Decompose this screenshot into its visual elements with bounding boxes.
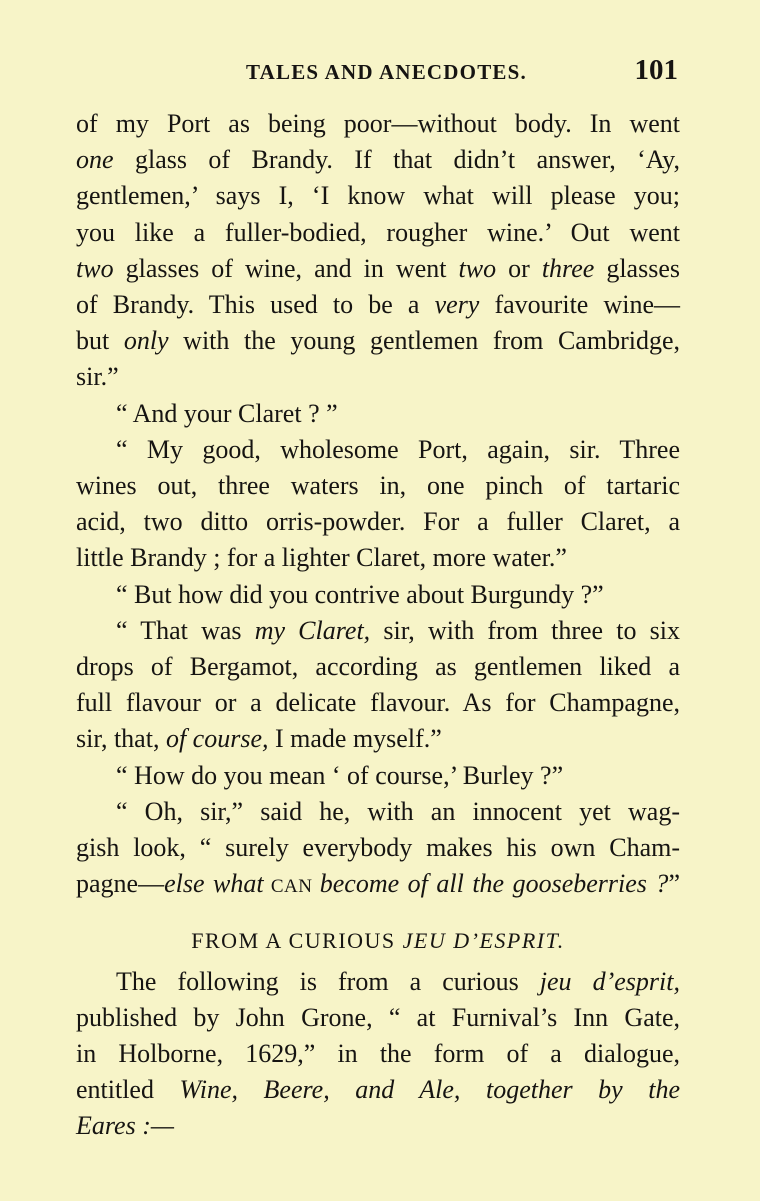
text-run: pagne—	[76, 869, 165, 899]
text-run: ”	[668, 869, 680, 899]
text-line	[76, 649, 680, 685]
italic-run: else what	[164, 869, 264, 899]
text-run: gentlemen,’ says I, ‘I know what will please you;	[76, 181, 680, 211]
heading-italic-run: JEU D’ESPRIT.	[402, 928, 565, 954]
italic-run: very	[434, 290, 480, 320]
text-run: “ Oh, sir,” said he, with an innocent yet wag-	[116, 796, 680, 826]
text-line	[76, 106, 680, 142]
text-line	[76, 758, 680, 794]
text-line	[76, 1072, 680, 1108]
text-line	[76, 540, 680, 576]
text-run: sir.”	[76, 362, 119, 392]
text-run: glasses of wine, and in went	[113, 253, 459, 283]
text-line	[76, 721, 680, 757]
italic-run: Eares :—	[76, 1111, 174, 1141]
text-line	[76, 866, 680, 905]
text-run: entitled	[76, 1075, 180, 1105]
text-run: drops of Bergamot, according as gentlemen liked a	[76, 652, 680, 682]
italic-run: one	[76, 145, 114, 175]
italic-run: only	[123, 326, 169, 356]
text-run: published by John Grone, “ at Furnival’s Inn Gate,	[76, 1002, 680, 1032]
text-line	[76, 1036, 680, 1072]
text-run: with the young gentlemen from Cambridge,	[168, 326, 680, 356]
small-caps-run: CAN	[263, 876, 320, 898]
text-line	[76, 251, 680, 287]
text-run: in Holborne, 1629,” in the form of a dialogue,	[76, 1039, 680, 1069]
running-head	[76, 54, 678, 88]
text-line	[76, 685, 680, 721]
text-line	[76, 287, 680, 323]
text-line	[76, 1000, 680, 1036]
text-run: but	[76, 326, 124, 356]
text-run: “ That was	[116, 615, 255, 645]
text-line	[76, 178, 680, 214]
text-line	[76, 142, 680, 178]
text-run: you like a fuller-bodied, rougher wine.’ Out went	[76, 217, 680, 247]
text-run: of Brandy. This used to be a	[76, 290, 435, 320]
text-line	[76, 359, 680, 395]
text-run: glass of Brandy. If that didn’t answer, ‘Ay,	[113, 145, 680, 175]
text-line	[76, 504, 680, 540]
running-title: TALES AND ANECDOTES.	[246, 60, 527, 84]
body-text	[76, 106, 680, 1145]
text-line	[76, 1108, 680, 1144]
text-run: favourite wine—	[479, 290, 680, 320]
text-line	[76, 215, 680, 251]
text-line	[76, 432, 680, 468]
text-run: “ But how did you contrive about Burgundy ?”	[116, 579, 604, 609]
text-run: little Brandy ; for a lighter Claret, more water.”	[76, 543, 567, 573]
text-line	[76, 323, 680, 359]
text-run: The following is from a curious	[116, 966, 540, 996]
text-line	[76, 964, 680, 1000]
page-number: 101	[634, 54, 678, 86]
text-run: wines out, three waters in, one pinch of tartaric	[76, 471, 680, 501]
italic-run: jeu d’esprit,	[539, 966, 680, 996]
heading-run: FROM A CURIOUS	[191, 928, 403, 954]
italic-run: of course,	[165, 724, 269, 754]
italic-run: Wine, Beere, and Ale, together by the	[179, 1075, 680, 1105]
text-run: or	[496, 253, 542, 283]
text-run: full flavour or a delicate flavour. As for Champagne,	[76, 688, 680, 718]
text-run: I made myself.”	[268, 724, 442, 754]
text-line	[76, 468, 680, 504]
text-line	[76, 613, 680, 649]
text-run: “ How do you mean ‘ of course,’ Burley ?”	[116, 760, 564, 790]
text-line	[76, 396, 680, 432]
text-run: of my Port as being poor—without body. In went	[76, 109, 680, 138]
italic-run: two	[458, 253, 497, 283]
italic-run: my Claret,	[254, 615, 371, 645]
text-run: “ My good, wholesome Port, again, sir. Three	[116, 434, 680, 464]
text-run: gish look, “ surely everybody makes his own Cham-	[76, 833, 680, 863]
text-line	[76, 577, 680, 613]
text-line	[76, 830, 680, 866]
text-run: acid, two ditto orris-powder. For a fuller Claret, a	[76, 507, 680, 537]
text-run: sir, with from three to six	[370, 615, 680, 645]
text-line	[76, 794, 680, 830]
italic-run: two	[76, 253, 114, 283]
italic-run: three	[541, 253, 595, 283]
text-run: “ And your Claret ? ”	[116, 398, 338, 428]
section-heading	[76, 923, 680, 959]
text-run: glasses	[594, 253, 680, 283]
text-run: sir, that,	[76, 724, 166, 754]
italic-run: become of all the gooseberries ?	[319, 869, 669, 899]
